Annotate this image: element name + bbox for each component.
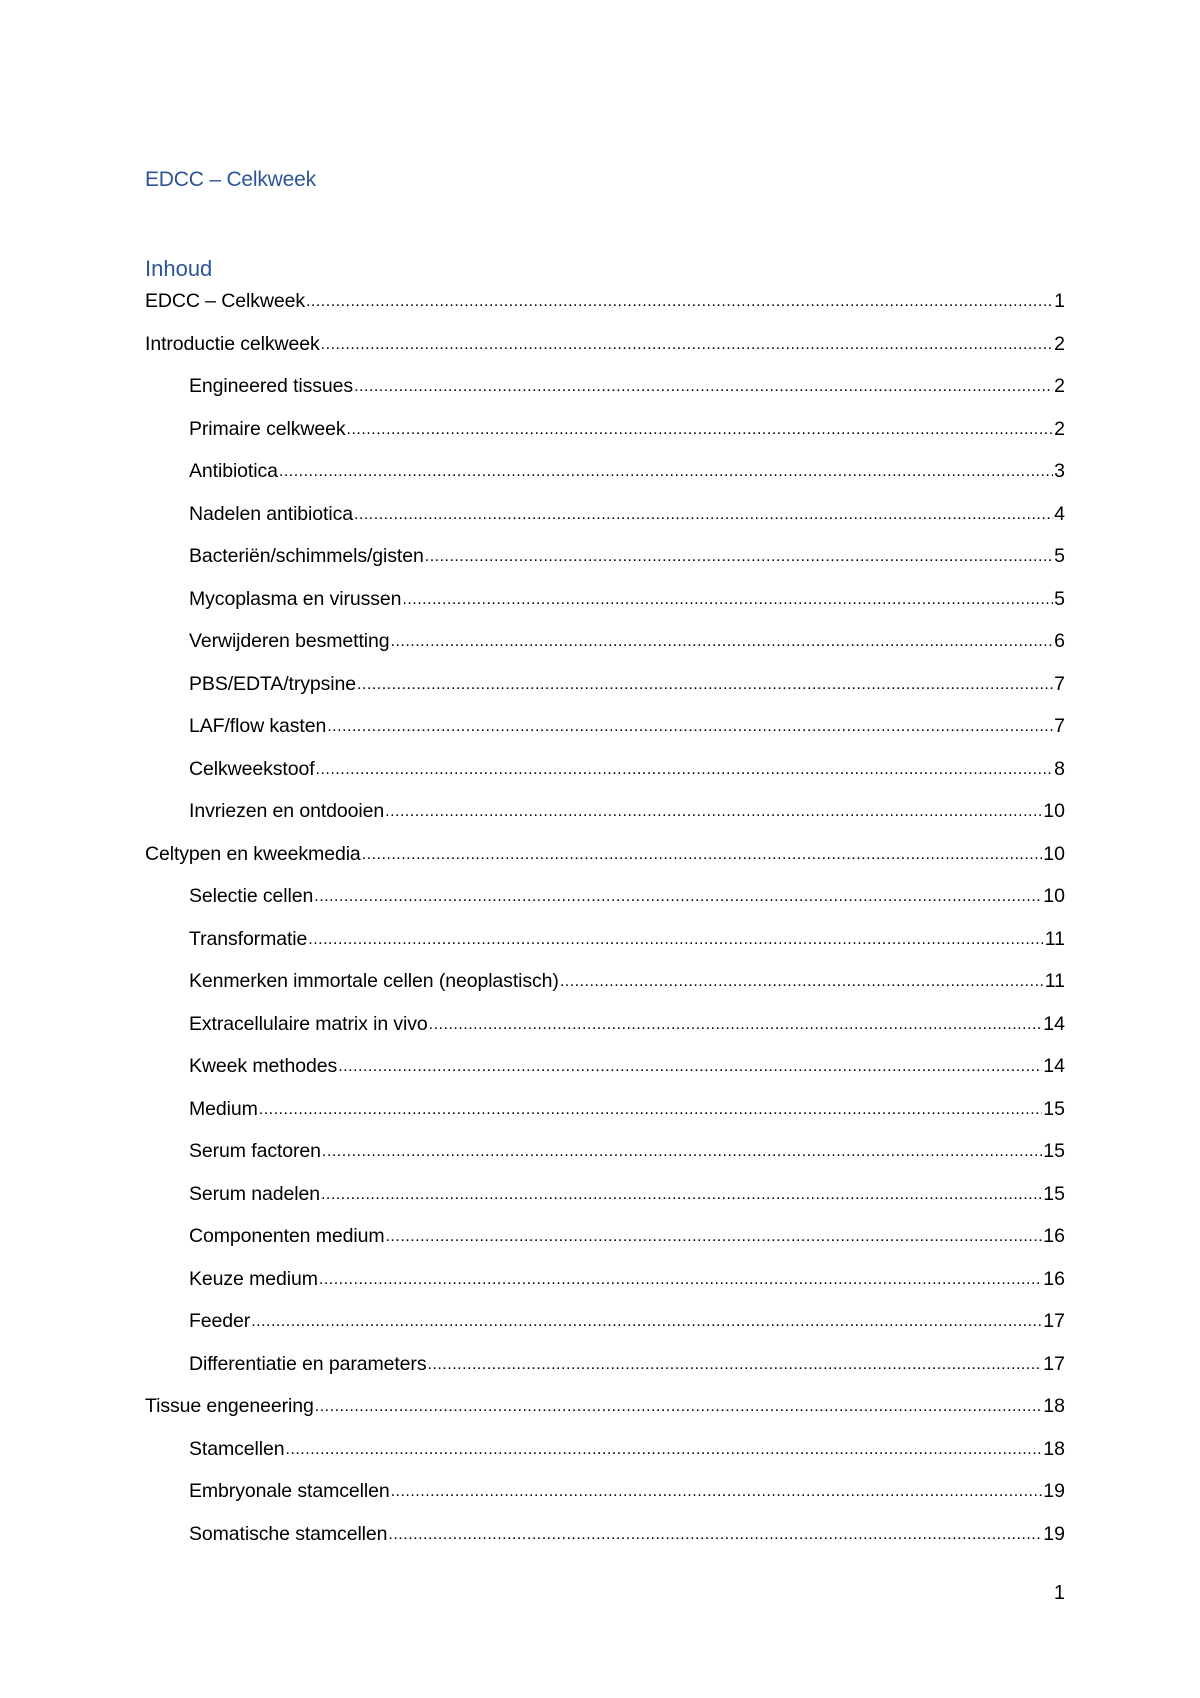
- toc-entry-page-number[interactable]: 5: [1054, 545, 1065, 567]
- toc-entry-page-number[interactable]: 15: [1043, 1182, 1065, 1205]
- toc-entry[interactable]: [145, 1521, 1065, 1564]
- toc-dot-leader: [285, 1436, 1042, 1462]
- toc-entry-page-number[interactable]: 7: [1054, 672, 1065, 695]
- toc-entry-label[interactable]: Engineered tissues: [189, 375, 354, 397]
- toc-entry-page-number[interactable]: 6: [1054, 630, 1065, 652]
- toc-entry-page-number[interactable]: 17: [1043, 1310, 1065, 1332]
- toc-entry[interactable]: [145, 416, 1065, 459]
- toc-dot-leader: [251, 1308, 1042, 1334]
- toc-entry-page-number[interactable]: 2: [1054, 375, 1065, 397]
- toc-entry-page-number[interactable]: 18: [1043, 1395, 1065, 1417]
- toc-entry-label[interactable]: Kenmerken immortale cellen (neoplastisch): [189, 970, 559, 992]
- toc-entry-page-number[interactable]: 1: [1054, 290, 1065, 312]
- toc-entry[interactable]: [145, 1478, 1065, 1521]
- toc-entry[interactable]: [145, 756, 1065, 799]
- toc-dot-leader: [429, 1011, 1043, 1037]
- toc-entry[interactable]: [145, 671, 1065, 714]
- toc-entry[interactable]: [145, 586, 1065, 629]
- toc-entry-page-number[interactable]: 17: [1043, 1352, 1065, 1375]
- toc-entry[interactable]: [145, 628, 1065, 671]
- toc-entry-page-number[interactable]: 10: [1043, 800, 1065, 822]
- toc-entry[interactable]: [145, 1053, 1065, 1096]
- toc-entry-label[interactable]: Serum factoren: [189, 1140, 321, 1162]
- toc-entry[interactable]: [145, 1308, 1065, 1351]
- toc-dot-leader: [391, 1478, 1043, 1504]
- toc-entry-label[interactable]: Nadelen antibiotica: [189, 502, 353, 525]
- toc-entry[interactable]: [145, 1393, 1065, 1436]
- toc-entry-label[interactable]: Introductie celkweek: [145, 332, 320, 355]
- toc-dot-leader: [321, 331, 1053, 357]
- toc-entry[interactable]: [145, 798, 1065, 841]
- toc-dot-leader: [354, 373, 1053, 399]
- toc-entry-page-number[interactable]: 16: [1043, 1225, 1065, 1247]
- toc-dot-leader: [327, 713, 1053, 739]
- toc-dot-leader: [308, 926, 1043, 952]
- toc-entry[interactable]: [145, 288, 1065, 331]
- toc-entry-label[interactable]: Antibiotica: [189, 460, 278, 482]
- toc-dot-leader: [385, 1223, 1042, 1249]
- toc-entry-label[interactable]: Kweek methodes: [189, 1055, 338, 1077]
- toc-entry-page-number[interactable]: 14: [1043, 1055, 1065, 1077]
- toc-entry-page-number[interactable]: 16: [1043, 1267, 1065, 1290]
- toc-entry-page-number[interactable]: 2: [1054, 417, 1065, 440]
- toc-entry-page-number[interactable]: 14: [1043, 1012, 1065, 1035]
- toc-entry[interactable]: [145, 883, 1065, 926]
- toc-entry-label[interactable]: Transformatie: [189, 927, 308, 950]
- toc-entry[interactable]: [145, 1096, 1065, 1139]
- toc-entry-page-number[interactable]: 5: [1054, 587, 1065, 610]
- toc-entry-label[interactable]: Invriezen en ontdooien: [189, 800, 385, 822]
- toc-entry-label[interactable]: Componenten medium: [189, 1225, 385, 1247]
- page-number: 1: [1053, 1582, 1065, 1604]
- toc-entry-label[interactable]: Extracellulaire matrix in vivo: [189, 1012, 428, 1035]
- toc-entry-page-number[interactable]: 8: [1054, 757, 1065, 780]
- toc-dot-leader: [560, 968, 1044, 994]
- toc-entry-page-number[interactable]: 10: [1043, 842, 1065, 865]
- toc-entry-page-number[interactable]: 19: [1043, 1522, 1065, 1545]
- toc-entry[interactable]: [145, 1436, 1065, 1479]
- toc-entry-label[interactable]: Medium: [189, 1097, 258, 1120]
- toc-entry-page-number[interactable]: 11: [1044, 927, 1065, 950]
- toc-dot-leader: [259, 1096, 1043, 1122]
- toc-dot-leader: [319, 1266, 1042, 1292]
- toc-entry-label[interactable]: Bacteriën/schimmels/gisten: [189, 545, 424, 567]
- toc-entry-page-number[interactable]: 18: [1043, 1437, 1065, 1460]
- toc-entry[interactable]: [145, 1011, 1065, 1054]
- toc-entry[interactable]: [145, 841, 1065, 884]
- toc-entry-page-number[interactable]: 11: [1044, 970, 1065, 992]
- toc-entry-label[interactable]: Celtypen en kweekmedia: [145, 842, 361, 865]
- toc-entry[interactable]: [145, 968, 1065, 1011]
- toc-entry[interactable]: [145, 501, 1065, 544]
- toc-entry[interactable]: [145, 1223, 1065, 1266]
- toc-heading: Inhoud: [145, 256, 213, 281]
- toc-entry[interactable]: [145, 713, 1065, 756]
- toc-dot-leader: [402, 586, 1053, 612]
- toc-dot-leader: [306, 288, 1053, 314]
- toc-dot-leader: [425, 543, 1053, 569]
- toc-dot-leader: [314, 883, 1042, 909]
- toc-entry[interactable]: [145, 373, 1065, 416]
- toc-dot-leader: [347, 416, 1054, 442]
- toc-dot-leader: [316, 756, 1054, 782]
- toc-entry-label[interactable]: Keuze medium: [189, 1267, 318, 1290]
- toc-entry-label[interactable]: Differentiatie en parameters: [189, 1352, 427, 1375]
- toc-entry-label[interactable]: PBS/EDTA/trypsine: [189, 672, 356, 695]
- toc-entry[interactable]: [145, 1138, 1065, 1181]
- toc-dot-leader: [279, 458, 1053, 484]
- toc-entry-label[interactable]: Celkweekstoof: [189, 757, 315, 780]
- toc-entry[interactable]: [145, 926, 1065, 969]
- toc-entry-page-number[interactable]: 10: [1043, 885, 1065, 907]
- document-title: EDCC – Celkweek: [145, 168, 316, 191]
- toc-entry-label[interactable]: Stamcellen: [189, 1437, 285, 1460]
- toc-entry-label[interactable]: Mycoplasma en virussen: [189, 587, 402, 610]
- toc-entry-page-number[interactable]: 19: [1043, 1480, 1065, 1502]
- toc-entry[interactable]: [145, 1266, 1065, 1309]
- toc-dot-leader: [338, 1053, 1042, 1079]
- toc-entry-page-number[interactable]: 3: [1054, 460, 1065, 482]
- toc-entry-label[interactable]: Somatische stamcellen: [189, 1522, 388, 1545]
- toc-entry-label[interactable]: Feeder: [189, 1310, 251, 1332]
- toc-dot-leader: [315, 1393, 1043, 1419]
- toc-entry-label[interactable]: Selectie cellen: [189, 885, 314, 907]
- toc-entry-page-number[interactable]: 15: [1043, 1140, 1065, 1162]
- toc-entry[interactable]: [145, 1351, 1065, 1394]
- toc-entry[interactable]: [145, 1181, 1065, 1224]
- toc-dot-leader: [427, 1351, 1042, 1377]
- toc-entry[interactable]: [145, 458, 1065, 501]
- toc-dot-leader: [354, 501, 1053, 527]
- toc-dot-leader: [357, 671, 1053, 697]
- toc-entry-label[interactable]: EDCC – Celkweek: [145, 290, 305, 312]
- toc-dot-leader: [362, 841, 1043, 867]
- toc-dot-leader: [388, 1521, 1042, 1547]
- toc-entry[interactable]: [145, 331, 1065, 374]
- toc-entry-page-number[interactable]: 15: [1043, 1097, 1065, 1120]
- toc-dot-leader: [322, 1138, 1042, 1164]
- toc-dot-leader: [391, 628, 1054, 654]
- toc-entry-label[interactable]: Embryonale stamcellen: [189, 1480, 390, 1502]
- table-of-contents: [145, 288, 1065, 1563]
- toc-entry-label[interactable]: Serum nadelen: [189, 1182, 320, 1205]
- toc-entry-page-number[interactable]: 7: [1054, 715, 1065, 737]
- toc-entry-label[interactable]: Primaire celkweek: [189, 417, 346, 440]
- toc-dot-leader: [385, 798, 1042, 824]
- toc-entry[interactable]: [145, 543, 1065, 586]
- toc-dot-leader: [321, 1181, 1042, 1207]
- toc-entry-label[interactable]: Tissue engeneering: [145, 1395, 314, 1417]
- toc-entry-page-number[interactable]: 2: [1054, 332, 1065, 355]
- toc-entry-label[interactable]: Verwijderen besmetting: [189, 630, 390, 652]
- toc-entry-page-number[interactable]: 4: [1054, 502, 1065, 525]
- toc-entry-label[interactable]: LAF/flow kasten: [189, 715, 327, 737]
